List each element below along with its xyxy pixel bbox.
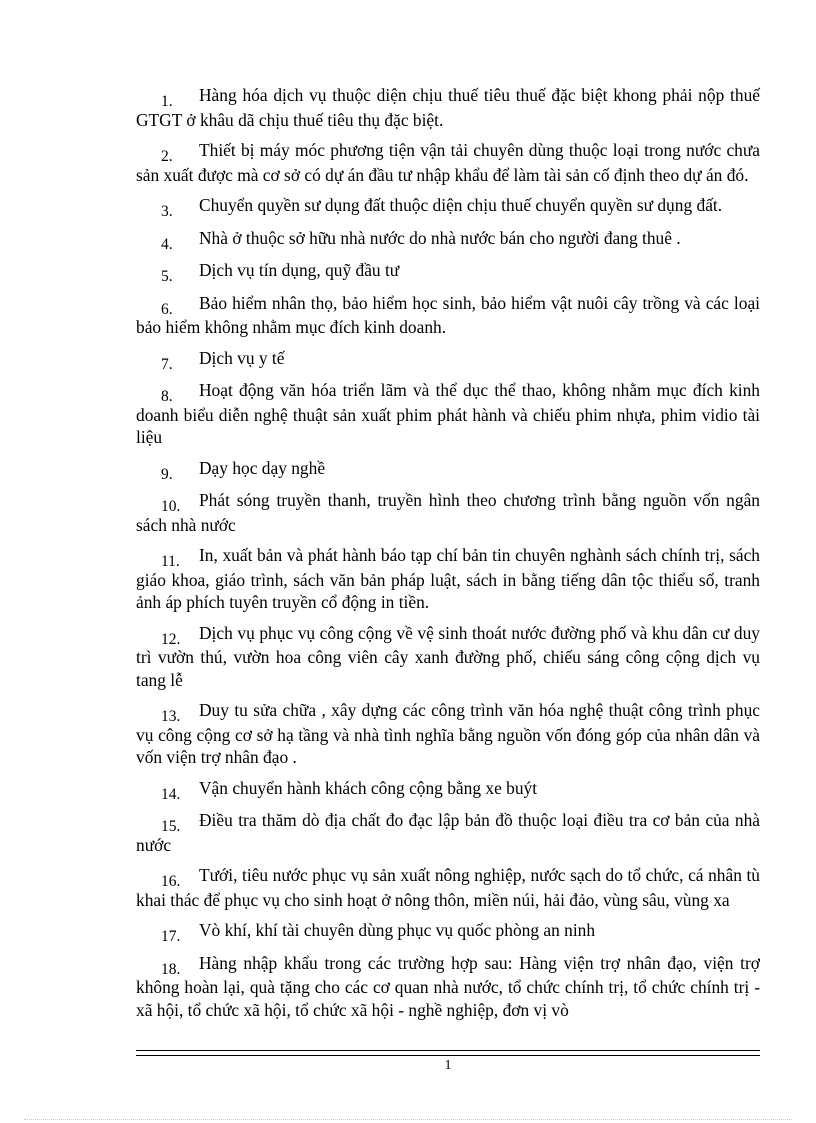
list-item-number: 16. xyxy=(161,873,181,890)
list-item-number: 18. xyxy=(161,960,181,978)
list-item xyxy=(136,227,760,252)
list-item-number: 10. xyxy=(161,498,181,515)
list-item xyxy=(136,777,760,802)
list-item xyxy=(136,347,760,372)
list-item-number: 7. xyxy=(161,355,173,373)
list-item-number: 4. xyxy=(161,235,173,253)
list-item xyxy=(136,952,760,1022)
list-item-text: Dịch vụ y tế xyxy=(199,347,285,368)
list-item xyxy=(136,139,760,186)
list-item xyxy=(136,809,760,856)
list-item-number: 1. xyxy=(161,93,173,110)
list-item-text: Duy tu sửa chữa , xây dựng các công trình văn hóa nghệ thuật công trình phục vụ công cộng cơ sở hạ tầng và nhà tình nghĩa bằng nguồn vốn đóng góp của nhân dân và vốn viện trợ nhân đạo . xyxy=(136,700,760,767)
list-item-text: Dịch vụ phục vụ công cộng về vệ sinh thoát nước đường phố và khu dân cư duy trì vườn thú, vườn hoa công viên cây xanh đường phố, chiếu sáng công cộng dịch vụ tang lễ xyxy=(136,622,760,690)
list-item-text: Vò khí, khí tài chuyên dùng phục vụ quốc phòng an ninh xyxy=(199,920,596,940)
list-item-number: 2. xyxy=(161,148,173,165)
list-item-number: 8. xyxy=(161,388,173,405)
list-item-text: Chuyển quyền sư dụng đất thuộc diện chịu thuế chuyển quyền sư dụng đất. xyxy=(199,195,723,215)
list-item-text: Điều tra thăm dò địa chất đo đạc lập bản đồ thuộc loại điều tra cơ bản của nhà nước xyxy=(136,810,760,855)
list-item-text: Dịch vụ tín dụng, quỹ đầu tư xyxy=(199,260,400,280)
list-item-number: 14. xyxy=(161,785,181,803)
page-edge-line xyxy=(24,1119,792,1120)
list-item-text: Hoạt động văn hóa triển lãm và thể dục thể thao, không nhằm mục đích kinh doanh biểu diễn nghệ thuật sản xuất phim phát hành và chiếu phim nhựa, phim vidio tài liệu xyxy=(136,380,760,447)
list-item xyxy=(136,457,760,482)
page-number: 1 xyxy=(444,1058,452,1073)
list-item-text: Phát sóng truyền thanh, truyền hình theo chương trình bằng nguồn vốn ngân sách nhà nước xyxy=(136,490,760,535)
list-item-number: 15. xyxy=(161,818,181,835)
list-item-text: Vận chuyển hành khách công cộng bằng xe buýt xyxy=(199,777,538,798)
footer-rule xyxy=(136,1050,760,1056)
list-item-number: 9. xyxy=(161,465,173,483)
list-item xyxy=(136,864,760,911)
list-item xyxy=(136,919,760,944)
list-item-text: In, xuất bản và phát hành báo tạp chí bản tin chuyên nghành sách chính trị, sách giáo khoa, giáo trình, sách văn bản pháp luật, sách in bằng tiếng dân tộc thiểu số, tranh ảnh áp phích tuyên truyền cổ động in tiền. xyxy=(136,545,760,612)
list-item-number: 12. xyxy=(161,630,181,648)
list-item xyxy=(136,292,760,339)
list-item-number: 3. xyxy=(161,203,173,220)
list-item xyxy=(136,699,760,769)
list-item-text: Hàng nhập khẩu trong các trường hợp sau: Hàng viện trợ nhân đạo, viện trợ không hoàn lại, quà tặng cho các cơ quan nhà nước, tổ chức chính trị, tổ chức chính trị - xã hội, tổ chức xã hội, tổ chức xã hội - nghề nghiệp, đơn vị vò xyxy=(136,952,760,1020)
list-item xyxy=(136,622,760,692)
list-item-text: Tưới, tiêu nước phục vụ sản xuất nông nghiệp, nước sạch do tổ chức, cá nhân tù khai thác để phục vụ cho sinh hoạt ở nông thôn, miền núi, hải đảo, vùng sâu, vùng xa xyxy=(136,865,760,910)
list-item-text: Bảo hiểm nhân thọ, bảo hiểm học sinh, bảo hiểm vật nuôi cây trồng và các loại bảo hiểm không nhằm mục đích kinh doanh. xyxy=(136,292,760,337)
list-item xyxy=(136,544,760,614)
list-item xyxy=(136,194,760,219)
list-item-text: Dạy học dạy nghề xyxy=(199,457,326,478)
list-item-text: Hàng hóa dịch vụ thuộc diện chịu thuế tiêu thuế đặc biệt khong phải nộp thuế GTGT ở khâu dã chịu thuế tiêu thụ đặc biệt. xyxy=(136,85,760,130)
list-item-number: 17. xyxy=(161,928,181,945)
list-item-number: 5. xyxy=(161,268,173,285)
list-item-number: 13. xyxy=(161,708,181,725)
list-item-text: Nhà ở thuộc sở hữu nhà nước do nhà nước bán cho người đang thuê . xyxy=(199,227,681,248)
list-item xyxy=(136,489,760,536)
list-item xyxy=(136,259,760,284)
list-item-number: 11. xyxy=(161,553,180,570)
list-item xyxy=(136,379,760,449)
list-item-number: 6. xyxy=(161,300,173,318)
list-item xyxy=(136,84,760,131)
list-item-text: Thiết bị máy móc phương tiện vận tải chuyên dùng thuộc loại trong nước chưa sản xuất được mà cơ sở có dự án đầu tư nhập khẩu để làm tài sản cố định theo dự án đó. xyxy=(136,140,760,185)
item-list xyxy=(136,84,760,1029)
